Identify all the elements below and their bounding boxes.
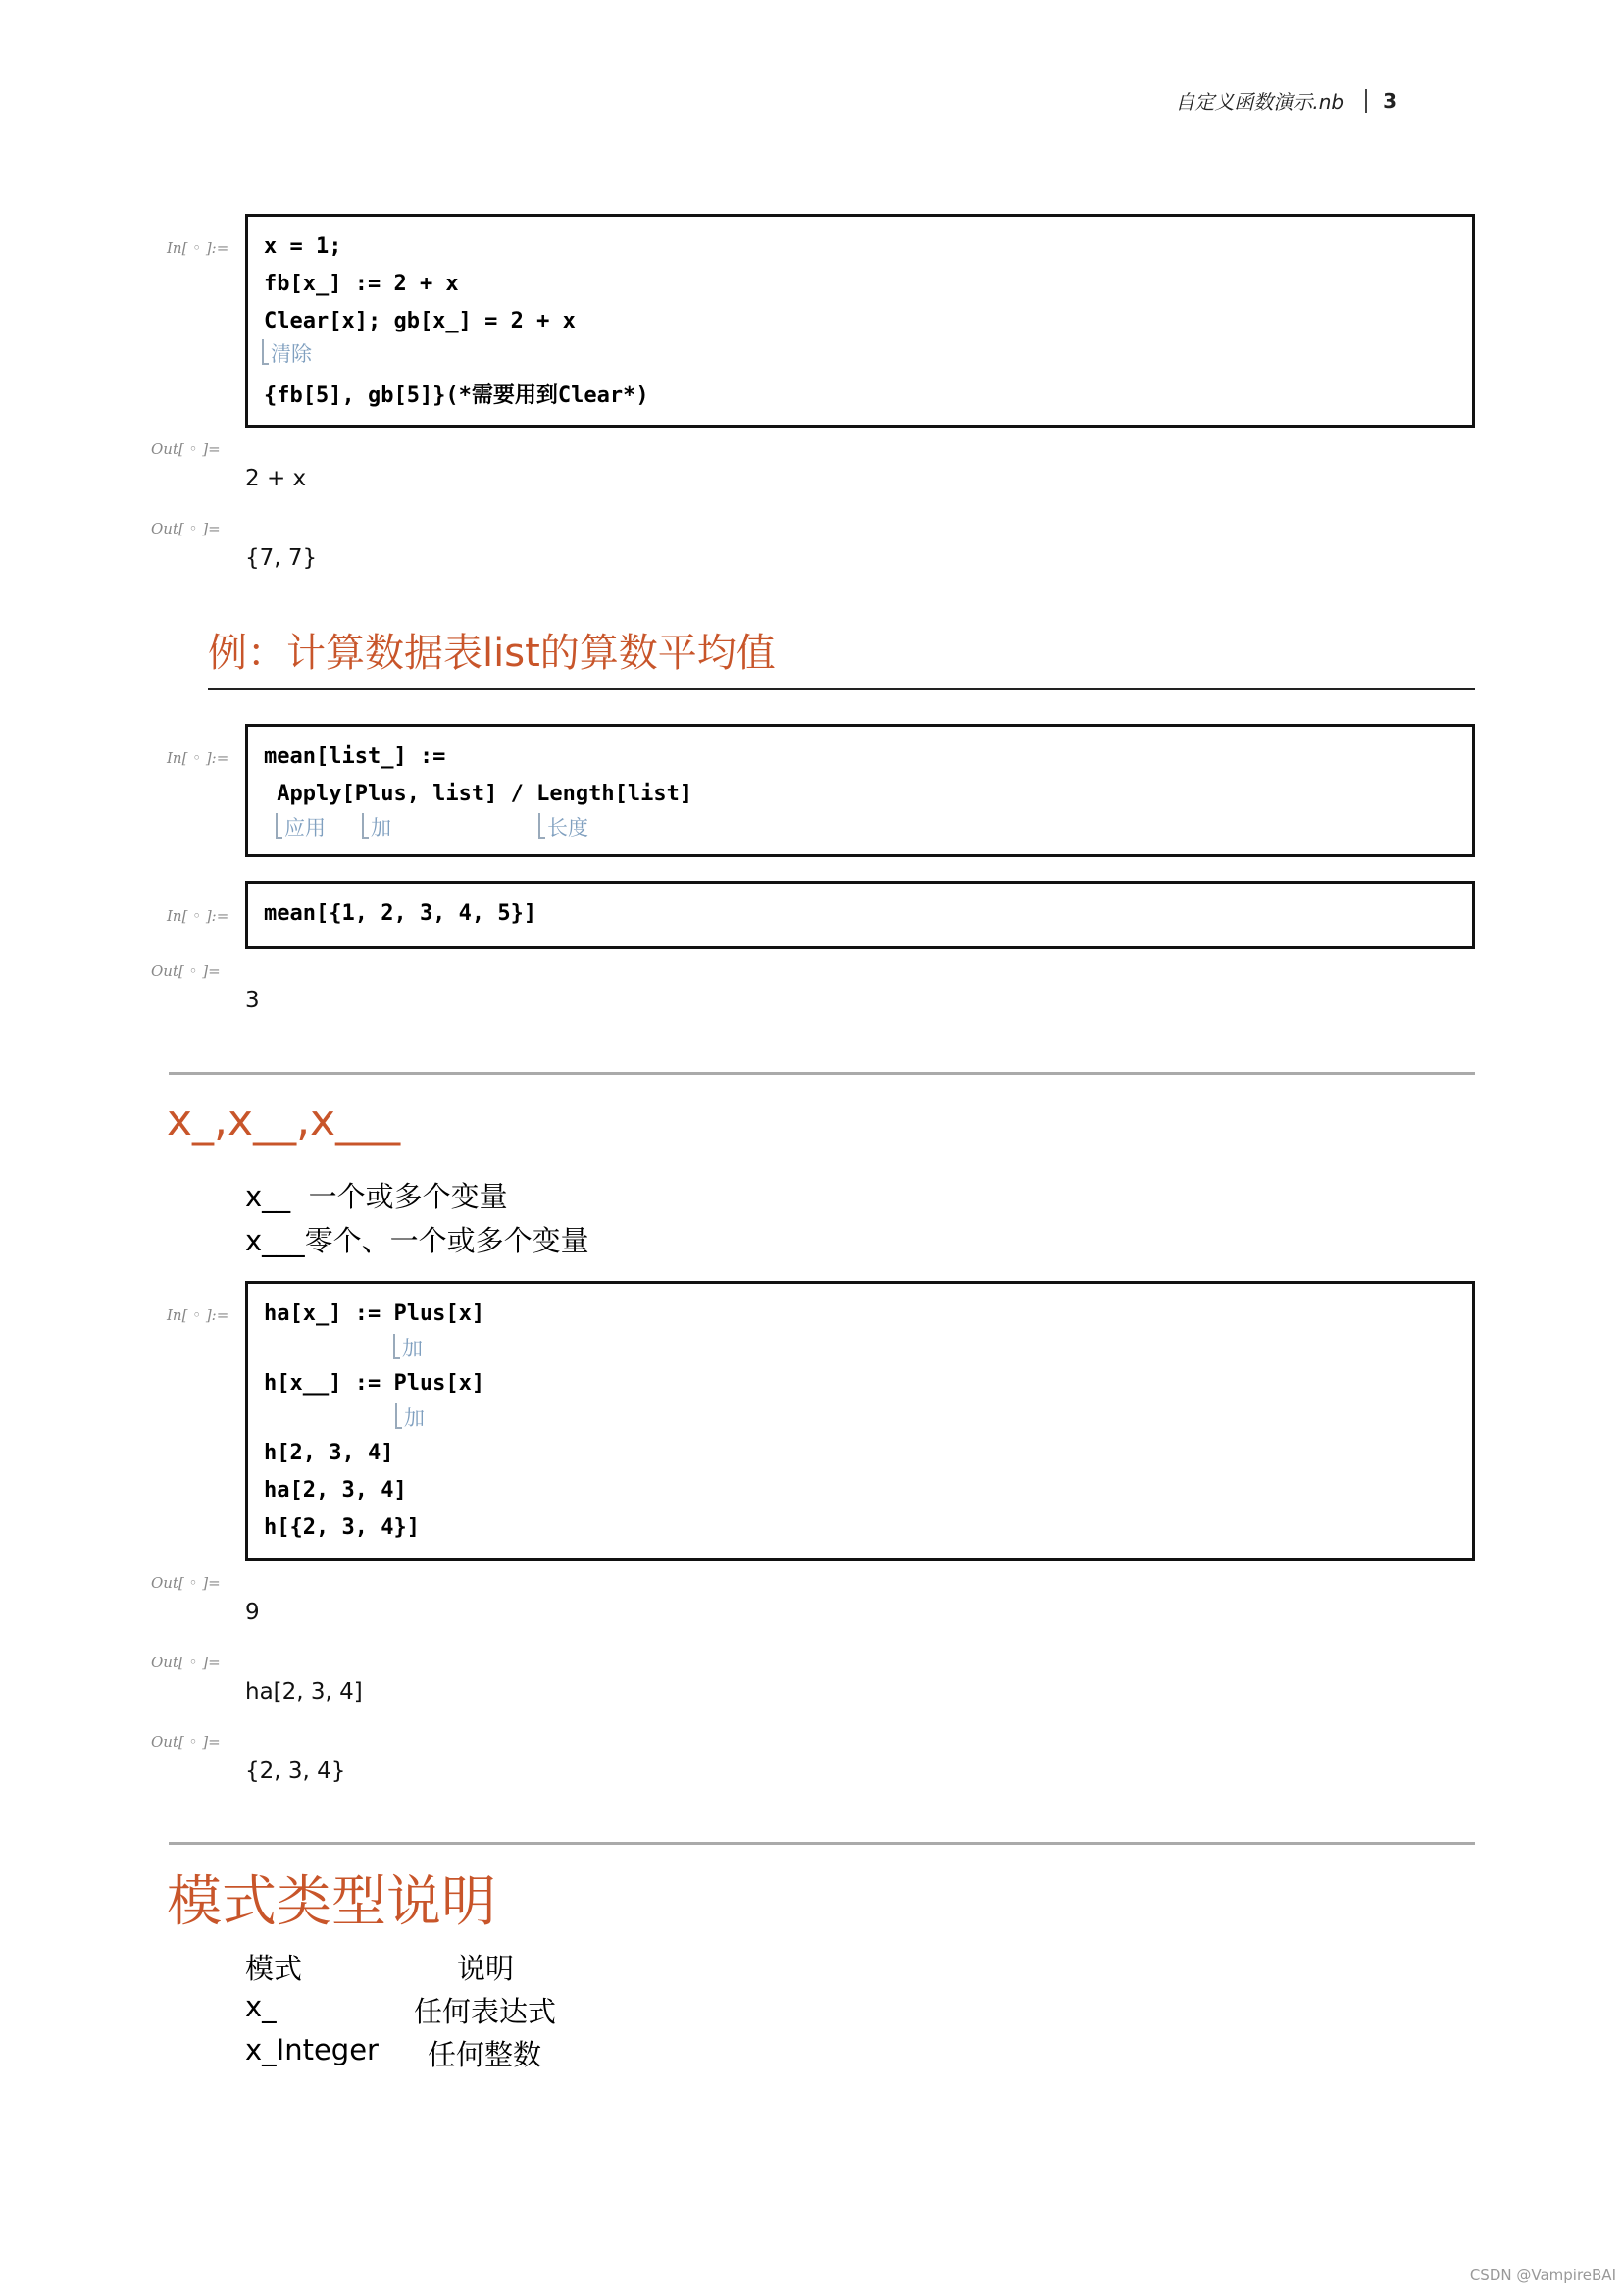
output-label: Out[ ◦ ]= [151,1574,221,1592]
output-2: {7, 7} [245,545,318,571]
output-6: {2, 3, 4} [245,1759,346,1784]
function-hint-length: 长度 [538,812,588,841]
section-divider [169,1072,1475,1075]
section-title-types: 模式类型说明 [167,1870,496,1934]
hint-bracket-icon [262,339,269,365]
notebook-title: 自定义函数演示.nb [1175,90,1345,114]
table-cell: x_Integer [245,2033,379,2066]
table-header-pattern: 模式 [245,1952,303,1985]
header-divider [1365,89,1367,113]
section-title-patterns: x_,x__,x___ [167,1096,401,1146]
hint-bracket-icon [276,813,282,839]
hint-bracket-icon [395,1403,402,1429]
function-hint-clear: 清除 [262,338,312,368]
input-cell-3[interactable] [245,881,1475,949]
output-label: Out[ ◦ ]= [151,520,221,537]
hint-bracket-icon [393,1334,400,1359]
output-3: 3 [245,988,260,1013]
function-hint-apply: 应用 [276,812,326,841]
output-1: 2 + x [245,466,307,491]
output-4: 9 [245,1600,260,1625]
code-line: ha[2, 3, 4] [264,1478,407,1503]
code-line: mean[{1, 2, 3, 4, 5}] [264,901,537,926]
code-line: Apply[Plus, list] / Length[list] [264,782,693,806]
code-line: h[2, 3, 4] [264,1441,394,1465]
output-5: ha[2, 3, 4] [245,1679,363,1705]
input-cell-2[interactable] [245,724,1475,857]
pattern-description: x__ 一个或多个变量 [245,1180,508,1213]
function-hint-plus: 加 [395,1402,425,1432]
watermark: CSDN @VampireBAI [1469,2267,1616,2284]
output-label: Out[ ◦ ]= [151,962,221,980]
output-label: Out[ ◦ ]= [151,1654,221,1671]
input-label: In[ ◦ ]:= [167,907,229,925]
input-label: In[ ◦ ]:= [167,1306,229,1324]
input-label: In[ ◦ ]:= [167,749,229,767]
code-line: h[x__] := Plus[x] [264,1371,485,1396]
code-line: h[{2, 3, 4}] [264,1515,420,1540]
output-label: Out[ ◦ ]= [151,1733,221,1751]
table-cell: 任何表达式 [414,1995,557,2028]
output-label: Out[ ◦ ]= [151,440,221,458]
code-line: {fb[5], gb[5]}(*需要用到Clear*) [264,383,649,408]
table-header-description: 说明 [457,1952,515,1985]
input-cell-1[interactable] [245,214,1475,428]
code-line: ha[x_] := Plus[x] [264,1301,485,1326]
page-number: 3 [1383,88,1396,113]
page-header [1175,86,1396,115]
table-cell: 任何整数 [428,2038,542,2071]
hint-bracket-icon [362,813,369,839]
pattern-description: x___零个、一个或多个变量 [245,1224,589,1257]
function-hint-plus: 加 [393,1333,423,1362]
input-label: In[ ◦ ]:= [167,239,229,257]
code-line: x = 1; [264,234,342,259]
section-underline [208,688,1475,690]
code-line: Clear[x]; gb[x_] = 2 + x [264,309,576,333]
function-hint-plus: 加 [362,812,391,841]
section-divider [169,1842,1475,1845]
table-cell: x_ [245,1990,277,2023]
hint-bracket-icon [538,813,545,839]
section-title-example: 例：计算数据表list的算数平均值 [208,631,776,676]
input-cell-4[interactable] [245,1281,1475,1561]
code-line: fb[x_] := 2 + x [264,272,459,296]
code-line: mean[list_] := [264,744,446,769]
